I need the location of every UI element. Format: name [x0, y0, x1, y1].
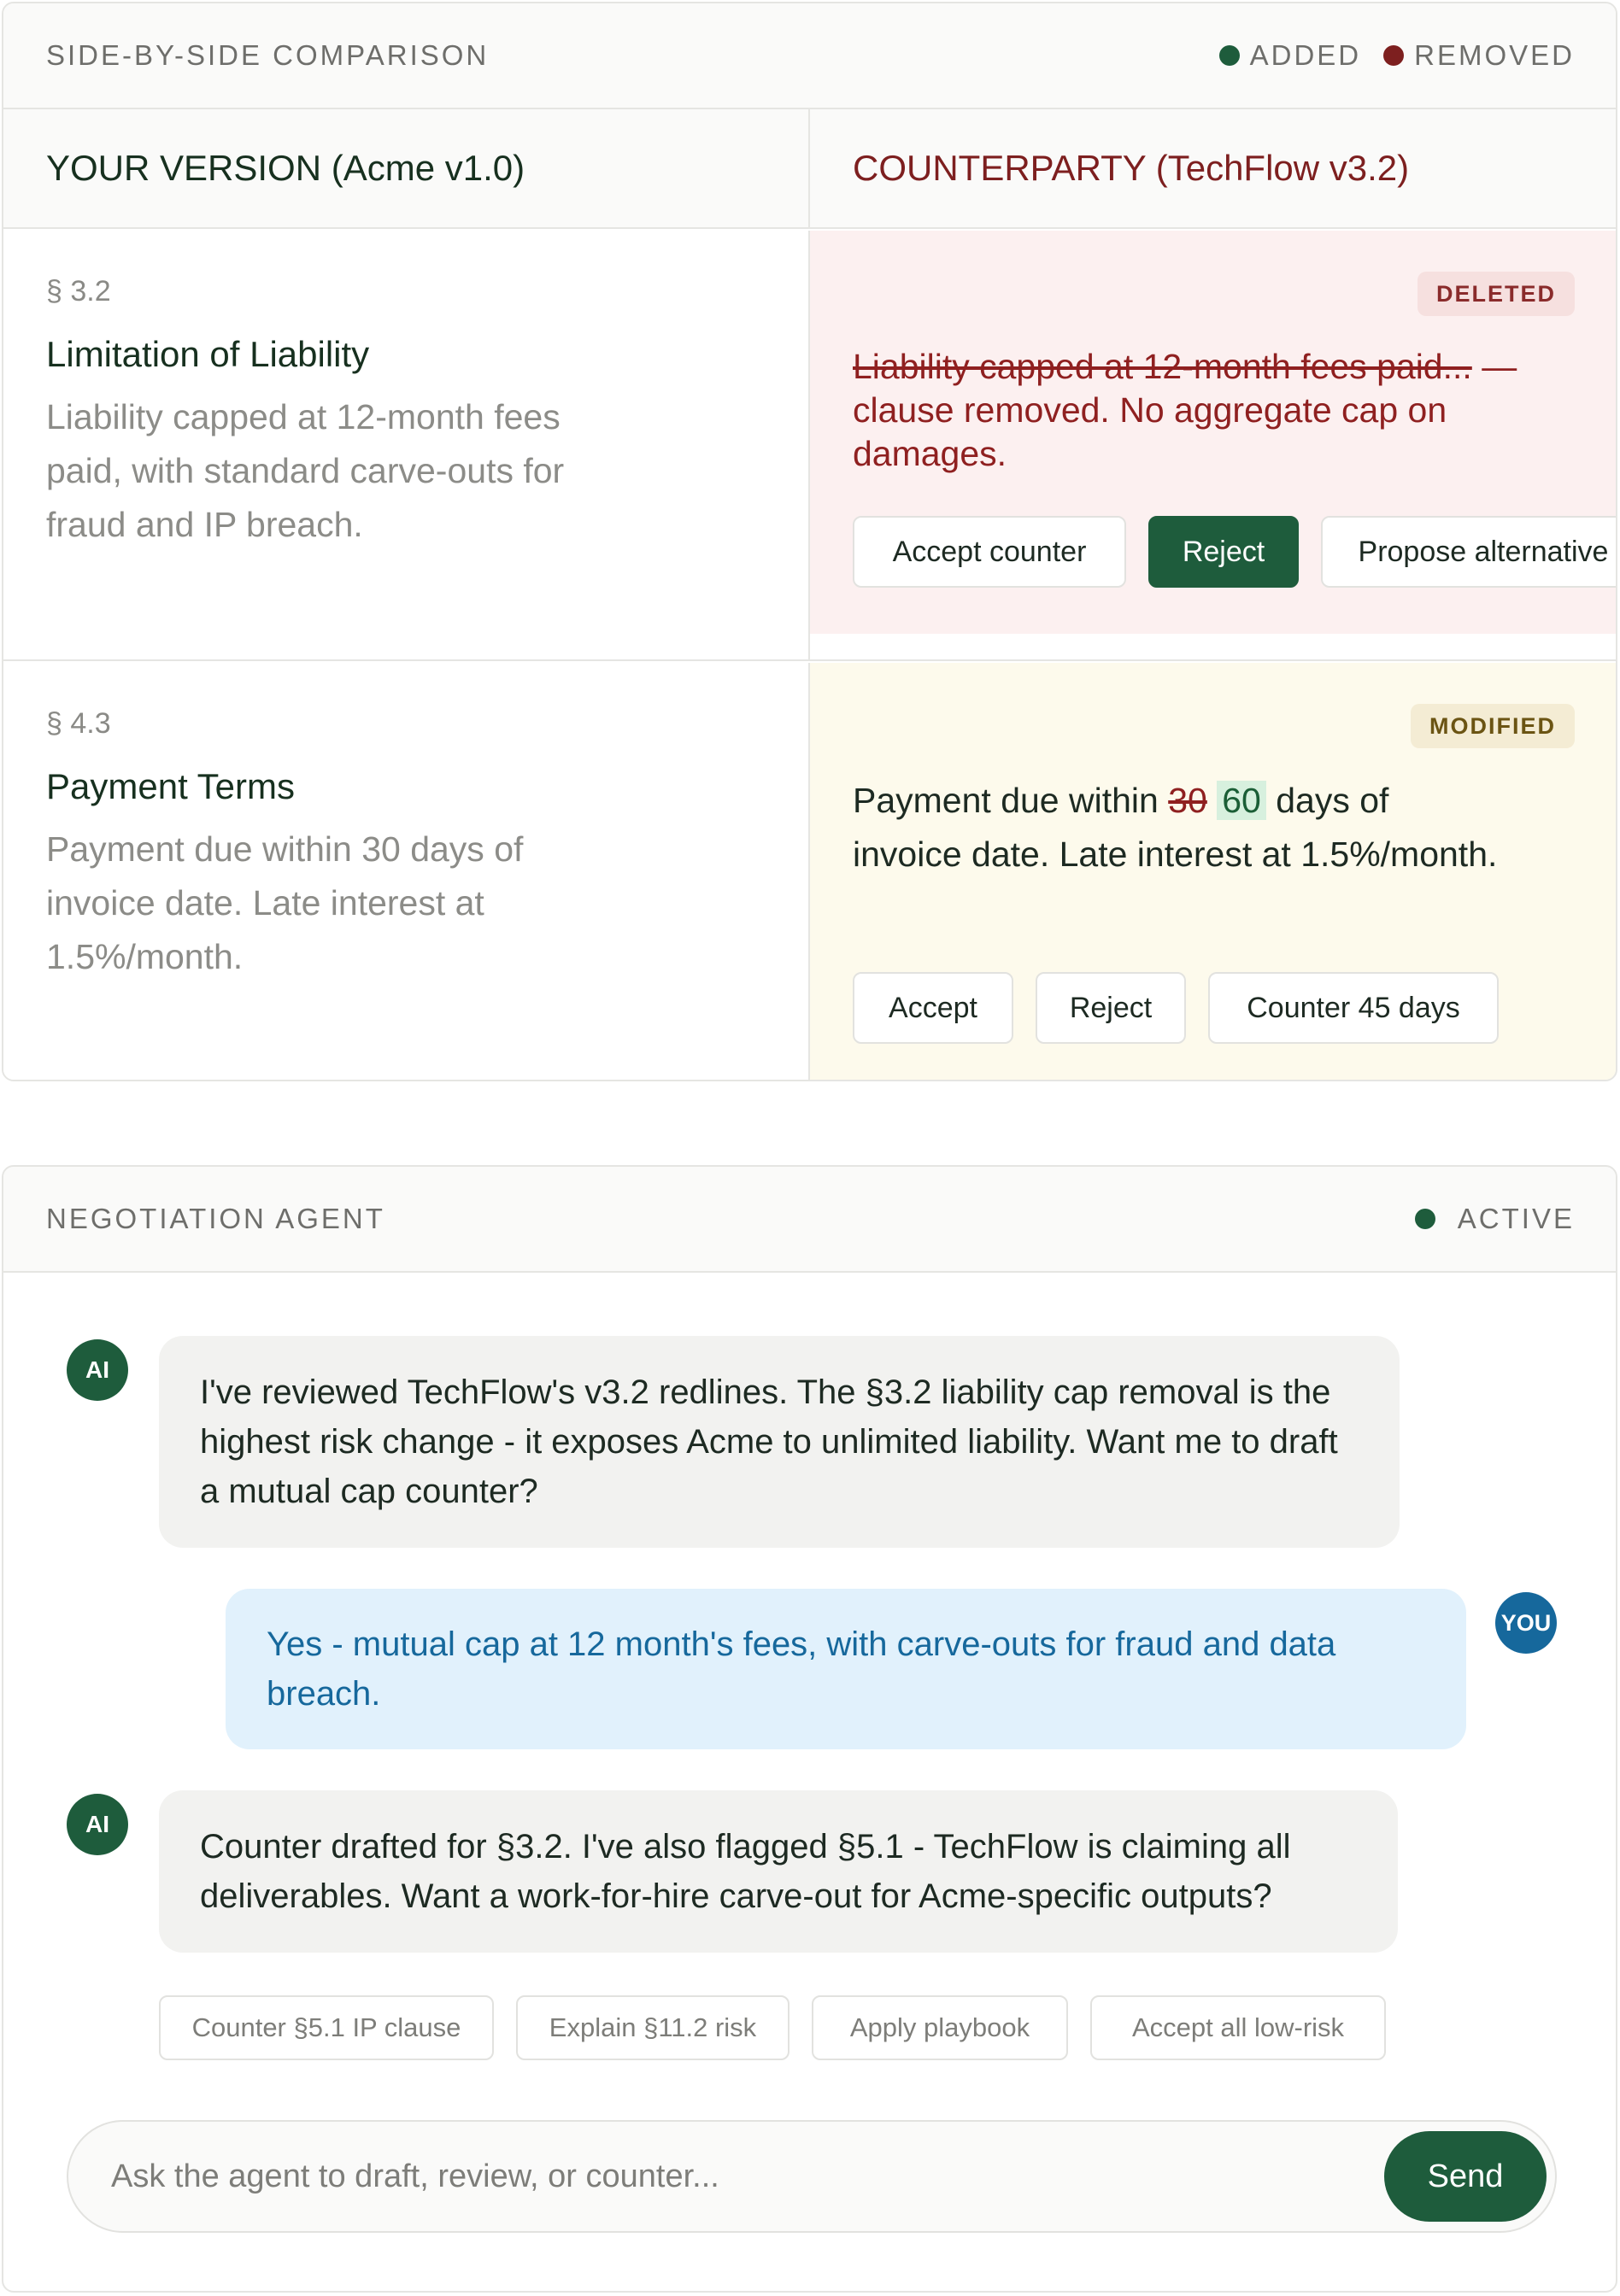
- suggestion-chips: [159, 1995, 1386, 2060]
- new-value: 60: [1217, 781, 1266, 820]
- composer: [67, 2120, 1557, 2233]
- legend-removed-label: REMOVED: [1414, 39, 1575, 71]
- comparison-title: SIDE-BY-SIDE COMPARISON: [46, 39, 490, 71]
- legend-removed: [1383, 39, 1575, 72]
- suggestion-chip[interactable]: Explain §11.2 risk: [516, 1995, 789, 2060]
- ai-avatar: AI: [67, 1794, 128, 1855]
- clause-row-payment: [3, 663, 1616, 1081]
- counterparty-clause: [810, 663, 1616, 1081]
- section-number: § 4.3: [46, 707, 111, 740]
- reject-button[interactable]: Reject: [1036, 972, 1186, 1044]
- suggestion-chip[interactable]: Counter §5.1 IP clause: [159, 1995, 494, 2060]
- modified-clause-text: [853, 774, 1502, 882]
- old-value: 30: [1168, 781, 1207, 820]
- your-version-header: YOUR VERSION (Acme v1.0): [3, 109, 810, 227]
- modified-badge: MODIFIED: [1411, 704, 1575, 748]
- added-dot-icon: [1219, 45, 1240, 66]
- text-suffix: days of invoice date. Late interest at 1.5%/month.: [853, 781, 1498, 874]
- counterparty-header: COUNTERPARTY (TechFlow v3.2): [810, 109, 1616, 227]
- counterparty-clause: [810, 231, 1616, 634]
- clause-actions: [853, 972, 1499, 1044]
- section-title: Payment Terms: [46, 766, 295, 806]
- comparison-panel: [2, 2, 1617, 1081]
- user-message: Yes - mutual cap at 12 month's fees, with carve-outs for fraud and data breach.: [226, 1589, 1466, 1749]
- accept-button[interactable]: Accept: [853, 972, 1013, 1044]
- suggestion-chip[interactable]: Apply playbook: [812, 1995, 1068, 2060]
- your-clause: [3, 231, 810, 659]
- deleted-badge: DELETED: [1418, 272, 1575, 316]
- legend-added-label: ADDED: [1249, 39, 1362, 71]
- legend: [1219, 39, 1575, 72]
- accept-counter-button[interactable]: Accept counter: [853, 516, 1126, 588]
- propose-alternative-button[interactable]: Propose alternative: [1321, 516, 1617, 588]
- dash: —: [1471, 347, 1517, 386]
- ai-message: I've reviewed TechFlow's v3.2 redlines. The §3.2 liability cap removal is the highest risk change - it exposes Acme to unlimited liability. Want me to draft a mutual cap counter?: [159, 1336, 1400, 1548]
- text-prefix: Payment due within: [853, 781, 1169, 820]
- agent-panel: [2, 1165, 1617, 2293]
- comparison-header: [3, 3, 1616, 109]
- agent-title: NEGOTIATION AGENT: [46, 1203, 385, 1234]
- agent-header: [3, 1167, 1616, 1273]
- status-dot-icon: [1415, 1209, 1435, 1229]
- section-title: Limitation of Liability: [46, 334, 370, 374]
- your-clause: [3, 663, 810, 1081]
- send-button[interactable]: Send: [1384, 2131, 1547, 2222]
- clause-actions: [853, 516, 1617, 588]
- ai-message: Counter drafted for §3.2. I've also flagged §5.1 - TechFlow is claiming all deliverables. Want a work-for-hire carve-out for Acme-specific outputs?: [159, 1790, 1398, 1953]
- clause-row-liability: [3, 231, 1616, 661]
- ai-avatar: AI: [67, 1339, 128, 1401]
- counter-45-days-button[interactable]: Counter 45 days: [1208, 972, 1499, 1044]
- struck-text: Liability capped at 12-month fees paid...: [853, 347, 1472, 386]
- agent-status: [1415, 1203, 1575, 1235]
- section-body: Liability capped at 12-month fees paid, with standard carve-outs for fraud and IP breach.: [46, 397, 565, 544]
- reject-button[interactable]: Reject: [1148, 516, 1299, 588]
- removal-note: clause removed. No aggregate cap on damages.: [853, 390, 1447, 473]
- legend-added: [1219, 39, 1362, 72]
- section-number: § 3.2: [46, 275, 111, 308]
- suggestion-chip[interactable]: Accept all low-risk: [1090, 1995, 1386, 2060]
- user-avatar: YOU: [1495, 1592, 1557, 1654]
- section-body: Payment due within 30 days of invoice date. Late interest at 1.5%/month.: [46, 829, 524, 976]
- message-input[interactable]: [68, 2158, 1384, 2195]
- deleted-clause-text: [853, 345, 1578, 476]
- column-headers: [3, 109, 1616, 229]
- removed-dot-icon: [1383, 45, 1404, 66]
- status-label: ACTIVE: [1457, 1203, 1575, 1234]
